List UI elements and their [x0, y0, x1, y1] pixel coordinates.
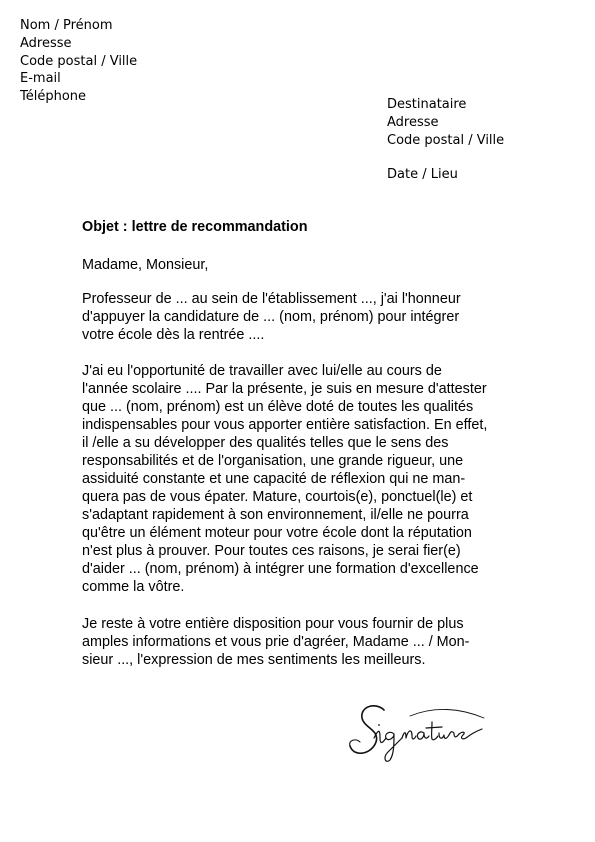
letter-paragraph-1 — [82, 290, 508, 344]
letter-paragraph-2 — [82, 362, 508, 596]
sender-postal-city: Code postal / Ville — [20, 53, 138, 69]
paragraph-line: Je reste à votre entière disposition pour vous fournir de plus — [82, 616, 464, 632]
paragraph-line: assiduité constante et une capacité de réflexion qui ne man- — [82, 471, 466, 487]
recipient-block — [387, 96, 504, 184]
paragraph-line: responsabilités et de l'organisation, une grande rigueur, une — [82, 453, 464, 469]
recipient-date-place: Date / Lieu — [387, 167, 458, 183]
paragraph-line: il /elle a su développer des qualités telles que le sens des — [82, 435, 449, 451]
recipient-name: Destinataire — [387, 97, 467, 112]
handwritten-signature — [346, 698, 486, 768]
sender-address: Adresse — [20, 35, 72, 51]
recipient-address: Adresse — [387, 114, 439, 130]
sender-block — [20, 17, 137, 106]
paragraph-line: comme la vôtre. — [82, 579, 185, 595]
paragraph-line: Professeur de ... au sein de l'établissement ..., j'ai l'honneur — [82, 291, 461, 307]
paragraph-line: que ... (nom, prénom) est un élève doté de toutes les qualités — [82, 399, 474, 415]
paragraph-line: d'appuyer la candidature de ... (nom, prénom) pour intégrer — [82, 309, 460, 325]
paragraph-line: sieur ..., l'expression de mes sentiments les meilleurs. — [82, 652, 426, 668]
paragraph-line: votre école dès la rentrée .... — [82, 327, 265, 343]
paragraph-line: amples informations et vous prie d'agréer, Madame ... / Mon- — [82, 634, 470, 650]
paragraph-line: n'est plus à prouver. Pour toutes ces raisons, je serai fier(e) — [82, 543, 461, 559]
letter-subject: Objet : lettre de recommandation — [82, 219, 308, 235]
recipient-postal-city: Code postal / Ville — [387, 132, 505, 148]
paragraph-line: quera pas de vous épater. Mature, courtois(e), ponctuel(le) et — [82, 489, 473, 505]
sender-email: E-mail — [20, 71, 61, 87]
paragraph-line: J'ai eu l'opportunité de travailler avec lui/elle au cours de — [82, 363, 442, 379]
letter-paragraph-3 — [82, 615, 508, 669]
paragraph-line: indispensables pour vous apporter entière satisfaction. En effet, — [82, 417, 488, 433]
paragraph-line: qu'être un élément moteur pour votre école dont la réputation — [82, 525, 472, 541]
letter-salutation: Madame, Monsieur, — [82, 257, 209, 273]
sender-phone: Téléphone — [20, 89, 87, 105]
paragraph-line: l'année scolaire .... Par la présente, je suis en mesure d'attester — [82, 381, 487, 397]
sender-name: Nom / Prénom — [20, 18, 113, 33]
paragraph-line: d'aider ... (nom, prénom) à intégrer une formation d'excellence — [82, 561, 479, 577]
paragraph-line: s'adaptant rapidement à son environnement, il/elle ne pourra — [82, 507, 469, 523]
